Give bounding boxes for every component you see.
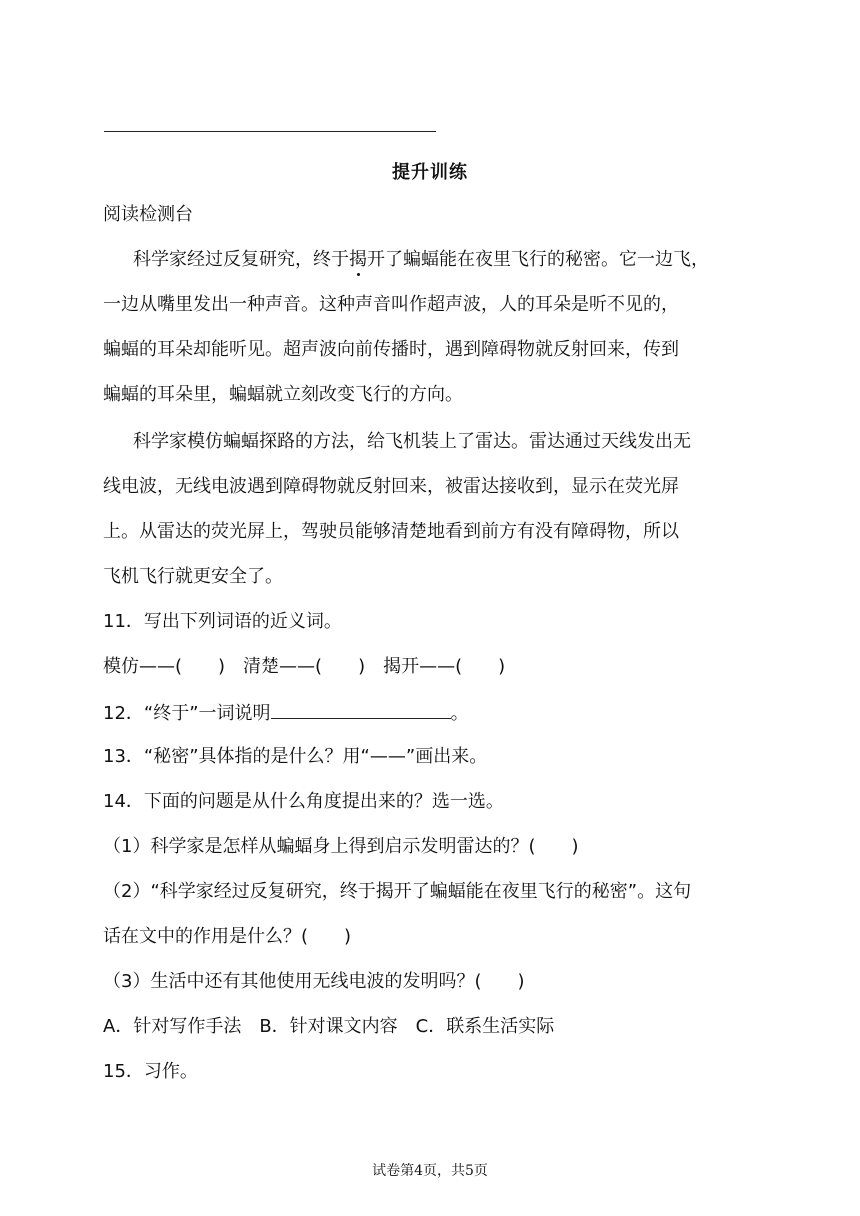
subsection-heading: 阅读检测台 — [103, 204, 193, 225]
question-14-1: （1）科学家是怎样从蝙蝠身上得到启示发明雷达的？( ) — [103, 836, 579, 857]
question-13: 13．“秘密”具体指的是什么？用“——”画出来。 — [103, 746, 488, 767]
page-footer: 试卷第4页，共5页 — [372, 1163, 488, 1179]
question-11: 11．写出下列词语的近义词。 — [103, 611, 342, 632]
question-11-items: 模仿——( ) 清楚——( ) 揭开——( ) — [103, 656, 506, 677]
question-14-options: A．针对写作手法 B．针对课文内容 C．联系生活实际 — [103, 1016, 555, 1037]
passage-p1-line4: 蝙蝠的耳朵里，蝙蝠就立刻改变飞行的方向。 — [103, 384, 463, 405]
answer-blank[interactable] — [271, 700, 451, 719]
question-14-2-line2: 话在文中的作用是什么？( ) — [103, 926, 352, 947]
emphasis-char: 揭 — [349, 249, 367, 270]
section-title: 提升训练 — [392, 162, 468, 183]
answer-line — [104, 131, 436, 132]
question-14-3: （3）生活中还有其他使用无线电波的发明吗？( ) — [103, 971, 525, 992]
passage-p1-line2: 一边从嘴里发出一种声音。这种声音叫作超声波，人的耳朵是听不见的， — [103, 294, 679, 315]
passage-p1-line1: 科学家经过反复研究，终于揭开了蝙蝠能在夜里飞行的秘密。它一边飞， — [133, 249, 709, 270]
question-12: 12．“终于”一词说明 。 — [103, 700, 469, 726]
passage-p2-line3: 上。从雷达的荧光屏上，驾驶员能够清楚地看到前方有没有障碍物，所以 — [103, 521, 679, 542]
question-14-2-line1: （2）“科学家经过反复研究，终于揭开了蝙蝠能在夜里飞行的秘密”。这句 — [103, 881, 692, 902]
question-15: 15．习作。 — [103, 1061, 198, 1082]
passage-p1-line3: 蝙蝠的耳朵却能听见。超声波向前传播时，遇到障碍物就反射回来，传到 — [103, 339, 679, 360]
passage-p2-line1: 科学家模仿蝙蝠探路的方法，给飞机装上了雷达。雷达通过天线发出无 — [133, 431, 691, 452]
passage-p2-line2: 线电波，无线电波遇到障碍物就反射回来，被雷达接收到，显示在荧光屏 — [103, 476, 679, 497]
question-14: 14．下面的问题是从什么角度提出来的？选一选。 — [103, 791, 504, 812]
passage-p2-line4: 飞机飞行就更安全了。 — [103, 566, 283, 587]
